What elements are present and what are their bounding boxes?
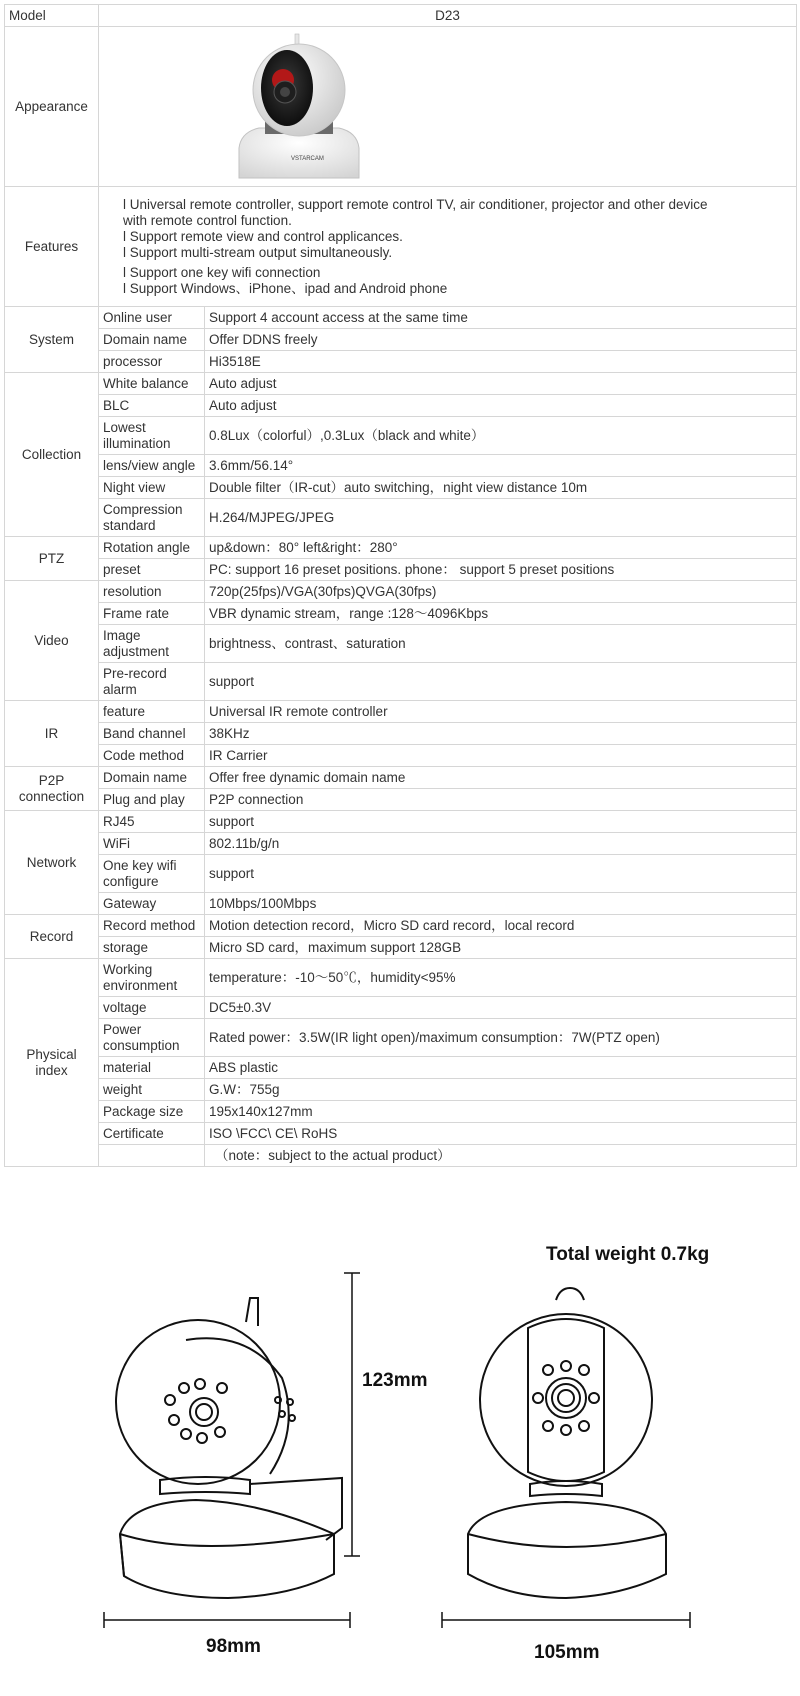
param-record-method: Record method xyxy=(99,915,205,937)
value-domain-name: Offer free dynamic domain name xyxy=(205,767,797,789)
value-record-method: Motion detection record，Micro SD card record，local record xyxy=(205,915,797,937)
value-band-channel: 38KHz xyxy=(205,723,797,745)
param-white-balance: White balance xyxy=(99,373,205,395)
features-row xyxy=(5,187,797,307)
dimension-drawing xyxy=(0,1244,800,1696)
spec-table xyxy=(4,4,797,1167)
value-voltage: DC5±0.3V xyxy=(205,997,797,1019)
param-domain-name: Domain name xyxy=(99,329,205,351)
value-certificate: ISO \FCC\ CE\ RoHS xyxy=(205,1123,797,1145)
param-lowest-illumination: Lowest illumination xyxy=(99,417,205,455)
param-blank xyxy=(99,1145,205,1167)
brand-mark: VSTARCAM xyxy=(291,155,324,162)
category-ir: IR xyxy=(5,701,99,767)
value-rotation-angle: up&down：80° left&right：280° xyxy=(205,537,797,559)
category-record: Record xyxy=(5,915,99,959)
spec-row xyxy=(5,663,797,701)
value-plug-and-play: P2P connection xyxy=(205,789,797,811)
value-gateway: 10Mbps/100Mbps xyxy=(205,893,797,915)
spec-row xyxy=(5,373,797,395)
spec-row xyxy=(5,351,797,373)
param-working-environment: Working environment xyxy=(99,959,205,997)
spec-row xyxy=(5,1079,797,1101)
value-pre-record-alarm: support xyxy=(205,663,797,701)
value-working-environment: temperature：-10～50℃，humidity<95% xyxy=(205,959,797,997)
param-gateway: Gateway xyxy=(99,893,205,915)
value-feature: Universal IR remote controller xyxy=(205,701,797,723)
model-label: Model xyxy=(5,5,99,27)
front-view-camera xyxy=(468,1288,666,1598)
feature-line: with remote control function. xyxy=(123,212,292,228)
param-lens-view-angle: lens/view angle xyxy=(99,455,205,477)
param-frame-rate: Frame rate xyxy=(99,603,205,625)
spec-row xyxy=(5,959,797,997)
category-system: System xyxy=(5,307,99,373)
appearance-row xyxy=(5,27,797,187)
spec-row xyxy=(5,767,797,789)
side-view-camera xyxy=(116,1298,342,1598)
spec-row xyxy=(5,937,797,959)
spec-row xyxy=(5,1057,797,1079)
feature-line: l Support multi-stream output simultaneously. xyxy=(123,244,393,260)
category-network: Network xyxy=(5,811,99,915)
spec-row xyxy=(5,855,797,893)
value-lowest-illumination: 0.8Lux（colorful）,0.3Lux（black and white） xyxy=(205,417,797,455)
value-rj45: support xyxy=(205,811,797,833)
value-blank: （note：subject to the actual product） xyxy=(205,1145,797,1167)
spec-row xyxy=(5,997,797,1019)
feature-line: l Support remote view and control applicances. xyxy=(123,228,403,244)
spec-row xyxy=(5,745,797,767)
feature-line: l Support Windows、iPhone、ipad and Android phone xyxy=(123,280,448,296)
value-processor: Hi3518E xyxy=(205,351,797,373)
spec-row xyxy=(5,307,797,329)
value-frame-rate: VBR dynamic stream，range :128～4096Kbps xyxy=(205,603,797,625)
param-code-method: Code method xyxy=(99,745,205,767)
spec-row xyxy=(5,1101,797,1123)
front-width-dimension-label: 105mm xyxy=(534,1642,600,1663)
spec-row xyxy=(5,603,797,625)
param-rotation-angle: Rotation angle xyxy=(99,537,205,559)
value-storage: Micro SD card，maximum support 128GB xyxy=(205,937,797,959)
camera-line-drawings xyxy=(0,1272,800,1696)
value-lens-view-angle: 3.6mm/56.14° xyxy=(205,455,797,477)
category-collection: Collection xyxy=(5,373,99,537)
spec-row xyxy=(5,477,797,499)
value-preset: PC: support 16 preset positions. phone： support 5 preset positions xyxy=(205,559,797,581)
value-package-size: 195x140x127mm xyxy=(205,1101,797,1123)
category-physical-index: Physical index xyxy=(5,959,99,1167)
features-list xyxy=(99,187,797,307)
category-video: Video xyxy=(5,581,99,701)
spec-row xyxy=(5,1145,797,1167)
param-preset: preset xyxy=(99,559,205,581)
spec-row xyxy=(5,581,797,603)
value-image-adjustment: brightness、contrast、saturation xyxy=(205,625,797,663)
feature-line: l Support one key wifi connection xyxy=(123,264,321,280)
features-label: Features xyxy=(5,187,99,307)
spec-row xyxy=(5,811,797,833)
spec-row xyxy=(5,537,797,559)
spec-row xyxy=(5,789,797,811)
height-dimension-label: 123mm xyxy=(362,1370,428,1391)
value-domain-name: Offer DDNS freely xyxy=(205,329,797,351)
param-night-view: Night view xyxy=(99,477,205,499)
param-processor: processor xyxy=(99,351,205,373)
camera-product-photo xyxy=(229,28,369,186)
value-compression-standard: H.264/MJPEG/JPEG xyxy=(205,499,797,537)
spec-row xyxy=(5,893,797,915)
model-value: D23 xyxy=(99,5,797,27)
category-ptz: PTZ xyxy=(5,537,99,581)
value-online-user: Support 4 account access at the same time xyxy=(205,307,797,329)
value-power-consumption: Rated power：3.5W(IR light open)/maximum consumption：7W(PTZ open) xyxy=(205,1019,797,1057)
param-one-key-wifi-configure: One key wifi configure xyxy=(99,855,205,893)
side-width-dimension-label: 98mm xyxy=(206,1636,261,1657)
value-code-method: IR Carrier xyxy=(205,745,797,767)
value-resolution: 720p(25fps)/VGA(30fps)QVGA(30fps) xyxy=(205,581,797,603)
param-power-consumption: Power consumption xyxy=(99,1019,205,1057)
total-weight-label: Total weight 0.7kg xyxy=(546,1244,710,1265)
param-storage: storage xyxy=(99,937,205,959)
value-wifi: 802.11b/g/n xyxy=(205,833,797,855)
spec-row xyxy=(5,723,797,745)
param-package-size: Package size xyxy=(99,1101,205,1123)
spec-row xyxy=(5,701,797,723)
spec-row xyxy=(5,833,797,855)
param-compression-standard: Compression standard xyxy=(99,499,205,537)
param-plug-and-play: Plug and play xyxy=(99,789,205,811)
spec-row xyxy=(5,1019,797,1057)
param-material: material xyxy=(99,1057,205,1079)
param-wifi: WiFi xyxy=(99,833,205,855)
param-certificate: Certificate xyxy=(99,1123,205,1145)
spec-row xyxy=(5,559,797,581)
value-weight: G.W：755g xyxy=(205,1079,797,1101)
param-band-channel: Band channel xyxy=(99,723,205,745)
value-night-view: Double filter（IR-cut）auto switching，night view distance 10m xyxy=(205,477,797,499)
appearance-label: Appearance xyxy=(5,27,99,187)
param-domain-name: Domain name xyxy=(99,767,205,789)
param-resolution: resolution xyxy=(99,581,205,603)
param-blc: BLC xyxy=(99,395,205,417)
spec-row xyxy=(5,915,797,937)
spec-row xyxy=(5,455,797,477)
feature-line: l Universal remote controller, support remote control TV, air conditioner, projector and other device xyxy=(123,196,708,212)
model-row xyxy=(5,5,797,27)
spec-row xyxy=(5,395,797,417)
spec-row xyxy=(5,417,797,455)
param-feature: feature xyxy=(99,701,205,723)
spec-row xyxy=(5,625,797,663)
value-white-balance: Auto adjust xyxy=(205,373,797,395)
category-p2p-connection: P2P connection xyxy=(5,767,99,811)
spec-row xyxy=(5,499,797,537)
appearance-cell xyxy=(99,27,797,187)
spec-row xyxy=(5,1123,797,1145)
param-voltage: voltage xyxy=(99,997,205,1019)
param-online-user: Online user xyxy=(99,307,205,329)
param-pre-record-alarm: Pre-record alarm xyxy=(99,663,205,701)
value-blc: Auto adjust xyxy=(205,395,797,417)
param-image-adjustment: Image adjustment xyxy=(99,625,205,663)
param-rj45: RJ45 xyxy=(99,811,205,833)
param-weight: weight xyxy=(99,1079,205,1101)
value-material: ABS plastic xyxy=(205,1057,797,1079)
value-one-key-wifi-configure: support xyxy=(205,855,797,893)
spec-row xyxy=(5,329,797,351)
